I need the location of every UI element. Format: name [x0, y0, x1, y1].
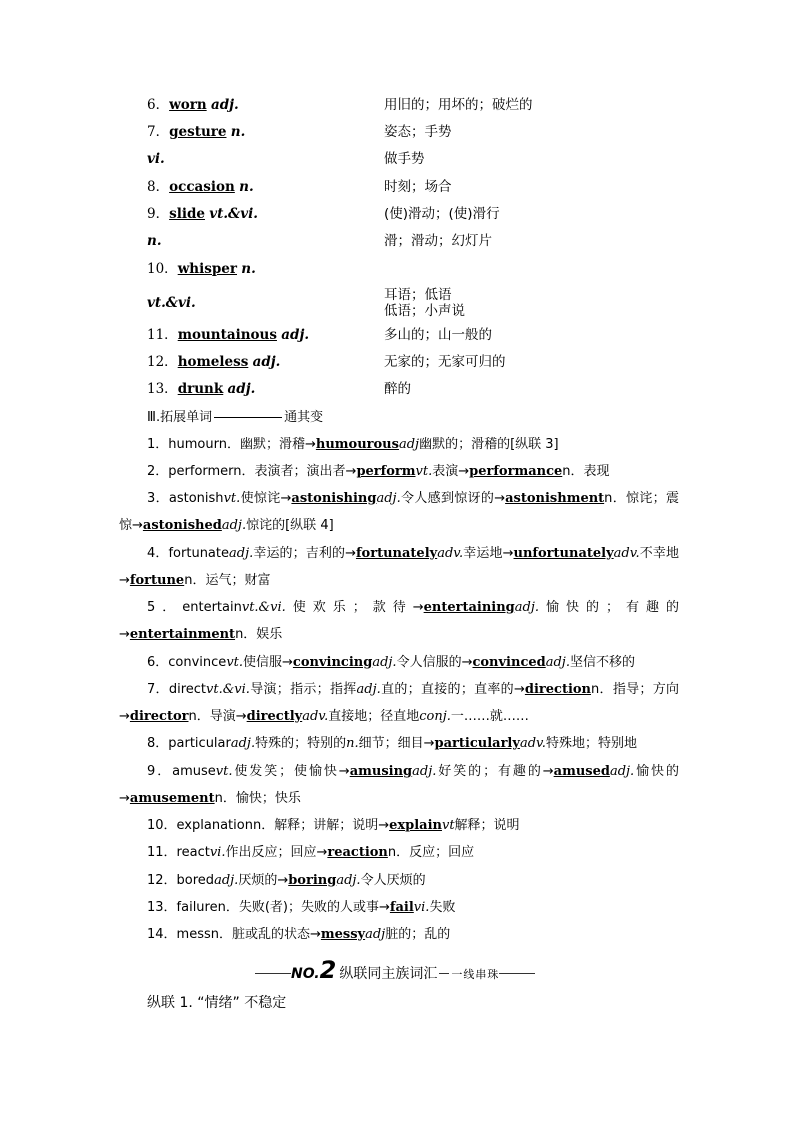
group-title: 纵联 1. “情绪” 不稳定	[147, 995, 287, 1011]
item-head: 6．convince	[147, 655, 227, 670]
item-head: 2．performer	[147, 464, 234, 479]
vocab-meaning: 时刻；场合	[384, 179, 452, 195]
vocab-word: whisper	[177, 261, 237, 277]
item-text: 作出反应；回应→	[225, 845, 328, 860]
derived-word: fortunately	[355, 546, 438, 561]
banner-number: 2	[319, 956, 337, 984]
item-number: 8．	[147, 179, 170, 195]
part-of-speech: n.	[230, 124, 246, 140]
section-tail: 通其变	[284, 410, 324, 425]
heading-rule	[214, 417, 282, 418]
item-text: n．导演→	[188, 709, 247, 725]
derived-word: directly	[246, 709, 303, 725]
vocab-meaning: 多山的；山一般的	[384, 327, 492, 343]
banner-no: NO.	[291, 966, 320, 982]
item-head: 14．mess	[147, 927, 211, 942]
vocab-row	[147, 176, 707, 198]
derived-word: fortune	[129, 573, 185, 589]
part-of-speech: n.	[147, 233, 162, 249]
section-banner	[255, 956, 570, 982]
part-of-speech: adj.	[356, 682, 381, 697]
expansion-item	[119, 758, 679, 813]
item-text: 幸运的；吉利的→	[253, 546, 356, 561]
item-number: 7．	[147, 124, 170, 140]
item-head: 11．react	[147, 845, 210, 860]
item-head: 8．particular	[147, 736, 231, 751]
vocab-word: occasion	[169, 179, 235, 195]
item-text: n．反应；回应	[387, 845, 475, 860]
derived-word: amusement	[129, 791, 215, 807]
part-of-speech: adv.	[437, 546, 464, 561]
item-text: n．失败(者)；失败的人或事→	[217, 900, 390, 915]
vocab-row	[147, 324, 707, 346]
item-head: 4．fortunate	[147, 546, 229, 561]
item-text: n．表演者；演出者→	[233, 464, 357, 479]
vocab-row	[147, 287, 707, 319]
item-text: 细节；细目→	[358, 736, 435, 751]
part-of-speech: vi.	[413, 900, 430, 915]
section-title: Ⅲ.拓展单词	[147, 410, 213, 425]
expansion-item	[119, 485, 679, 540]
item-text: 导演；指示；指挥	[249, 682, 357, 697]
part-of-speech: adj.	[210, 97, 239, 113]
derived-word: reaction	[327, 845, 388, 860]
part-of-speech: adj.	[227, 381, 256, 397]
item-text: 表演→	[432, 464, 470, 479]
derived-word: perform	[356, 464, 416, 479]
part-of-speech: adj.	[336, 873, 361, 888]
banner-rule	[255, 973, 291, 974]
derived-word: direction	[524, 682, 592, 697]
vocab-word: slide	[169, 206, 205, 222]
vocab-word: mountainous	[177, 327, 277, 343]
item-text: n．幽默；滑稽→	[218, 437, 316, 452]
item-text: n．惊诧；震惊→	[119, 491, 679, 534]
item-text: 不幸地→	[119, 546, 679, 589]
part-of-speech: vt.&vi.	[147, 295, 196, 311]
part-of-speech: adj.	[214, 873, 239, 888]
vocab-row	[147, 94, 707, 116]
vocab-meaning: 用旧的；用坏的；破烂的	[384, 97, 533, 113]
vocab-meaning: 无家的；无家可归的	[384, 354, 506, 370]
item-text: n．娱乐	[235, 627, 283, 643]
item-text: n．愉快；快乐	[214, 791, 301, 807]
vocab-word: drunk	[177, 381, 224, 397]
item-head: 13．failure	[147, 900, 218, 915]
part-of-speech: vt.	[415, 464, 433, 479]
item-text: n．解释；讲解；说明→	[252, 818, 390, 833]
part-of-speech: adj.	[229, 546, 254, 561]
item-text: 直的；直接的；直率的→	[380, 682, 525, 697]
part-of-speech: adv.	[302, 709, 329, 725]
part-of-speech: adj.	[372, 655, 397, 670]
item-text: 脏的；乱的	[385, 927, 451, 942]
item-number: 9．	[147, 206, 170, 222]
vocab-row	[147, 121, 707, 143]
part-of-speech: adj.	[412, 764, 437, 779]
expansion-item	[119, 594, 679, 649]
item-text: 厌烦的→	[238, 873, 289, 888]
part-of-speech: vt.&vi.	[206, 682, 250, 697]
vocab-row	[147, 378, 707, 400]
item-text: n．表现	[562, 464, 610, 479]
item-text: 令人感到惊讶的→	[400, 491, 506, 506]
item-number: 10．	[147, 261, 178, 277]
item-text: 特殊的；特别的	[255, 736, 347, 751]
item-number: 11．	[147, 327, 178, 343]
item-text: 愉快的；有趣的→	[119, 600, 679, 643]
part-of-speech: adj.	[252, 354, 281, 370]
vocab-meaning	[384, 287, 465, 319]
banner-rule	[499, 973, 535, 974]
vocab-row	[147, 351, 707, 373]
part-of-speech: vt.	[215, 764, 233, 779]
vocab-meaning: (使)滑动；(使)滑行	[384, 206, 500, 222]
part-of-speech: vt.	[226, 655, 244, 670]
derived-word: explain	[389, 818, 442, 833]
expansion-item	[119, 649, 679, 676]
item-text: 好笑的；有趣的→	[436, 764, 554, 779]
item-head: 9．amuse	[147, 764, 216, 779]
derived-word: unfortunately	[513, 546, 614, 561]
expansion-item	[119, 867, 679, 894]
derived-word: particularly	[434, 736, 520, 751]
item-head: 7．direct	[147, 682, 207, 697]
part-of-speech: vt.	[223, 491, 241, 506]
vocab-meaning: 醉的	[384, 381, 411, 397]
part-of-speech: vi.	[209, 845, 226, 860]
derived-word: amused	[553, 764, 610, 779]
expansion-item	[119, 839, 679, 866]
derived-word: astonishment	[505, 491, 605, 506]
vocab-row	[147, 203, 707, 225]
derived-word: boring	[288, 873, 337, 888]
item-text: 使欢乐；款待→	[285, 600, 424, 615]
derived-word: astonishing	[291, 491, 377, 506]
part-of-speech: vt.&vi.	[209, 206, 258, 222]
vocab-word: homeless	[177, 354, 249, 370]
item-head: 1．humour	[147, 437, 219, 452]
part-of-speech: adj.	[609, 764, 635, 779]
item-text: 使信服→	[243, 655, 293, 670]
item-number: 6．	[147, 97, 170, 113]
part-of-speech: n.	[346, 736, 359, 751]
banner-tail: 一线串珠	[451, 968, 500, 981]
vocab-row	[147, 258, 707, 280]
item-text: 使发笑；使愉快→	[232, 764, 350, 779]
part-of-speech: conj.	[419, 709, 451, 725]
vocab-row	[147, 148, 707, 170]
part-of-speech: vt.&vi.	[241, 600, 286, 615]
part-of-speech: vt	[441, 818, 455, 833]
part-of-speech: vi.	[147, 151, 165, 167]
item-text: 令人厌烦的	[360, 873, 426, 888]
part-of-speech: adj.	[376, 491, 401, 506]
derived-word: amusing	[349, 764, 413, 779]
vocab-word: worn	[169, 97, 207, 113]
section-heading	[147, 406, 323, 425]
part-of-speech: adj	[398, 437, 420, 452]
item-text: 幽默的；滑稽的[纵联 3]	[419, 437, 559, 452]
expansion-item	[119, 730, 679, 757]
expansion-item	[119, 676, 679, 731]
derived-word: entertainment	[129, 627, 236, 643]
expansion-item	[119, 894, 679, 921]
item-text: 令人信服的→	[396, 655, 473, 670]
vocab-meaning: 滑；滑动；幻灯片	[384, 233, 492, 249]
vocab-word: gesture	[169, 124, 227, 140]
item-number: 13．	[147, 381, 178, 397]
derived-word: director	[129, 709, 189, 725]
part-of-speech: adj.	[221, 518, 247, 534]
derived-word: fail	[389, 900, 414, 915]
item-number: 12．	[147, 354, 178, 370]
part-of-speech: adj.	[230, 736, 256, 751]
meaning-line: 低语；小声说	[384, 303, 465, 319]
item-text: 幸运地→	[463, 546, 514, 561]
banner-rule	[439, 973, 449, 974]
part-of-speech: n.	[239, 179, 254, 195]
item-text: 一……就……	[450, 709, 529, 725]
expansion-item	[119, 921, 679, 948]
banner-title: 纵联同主族词汇	[339, 966, 438, 982]
derived-word: convinced	[472, 655, 546, 670]
item-head: 10．explanation	[147, 818, 253, 833]
item-head: 12．bored	[147, 873, 215, 888]
vocab-row	[147, 230, 707, 252]
item-text: 直接地；径直地	[328, 709, 420, 725]
expansion-item	[119, 458, 679, 485]
item-text: 愉快的→	[119, 764, 679, 807]
item-text: 失败	[429, 900, 456, 915]
item-text: 解释；说明	[454, 818, 520, 833]
item-head: 5．entertain	[147, 600, 242, 615]
part-of-speech: adj	[365, 927, 386, 942]
expansion-item	[119, 540, 679, 595]
item-text: 坚信不移的	[569, 655, 635, 670]
meaning-line: 耳语；低语	[384, 287, 452, 303]
part-of-speech: adv.	[613, 546, 640, 561]
item-text: n．脏或乱的状态→	[210, 927, 321, 942]
part-of-speech: n.	[241, 261, 256, 277]
part-of-speech: adv.	[519, 736, 546, 751]
vocab-meaning: 做手势	[384, 151, 425, 167]
derived-word: messy	[320, 927, 366, 942]
item-text: n．运气；财富	[184, 573, 271, 589]
derived-word: humourous	[315, 437, 399, 452]
item-text: 特殊地；特别地	[545, 736, 637, 751]
part-of-speech: adj.	[281, 327, 310, 343]
expansion-item	[119, 431, 679, 458]
item-head: 3．astonish	[147, 491, 224, 506]
item-text: 使惊诧→	[240, 491, 292, 506]
derived-word: convincing	[292, 655, 373, 670]
expansion-item	[119, 812, 679, 839]
part-of-speech: adj.	[514, 600, 540, 615]
item-text: n．指导；方向→	[119, 682, 679, 725]
item-text: 惊诧的[纵联 4]	[246, 518, 334, 534]
derived-word: performance	[469, 464, 563, 479]
derived-word: entertaining	[423, 600, 515, 615]
derived-word: astonished	[142, 518, 222, 534]
part-of-speech: adj.	[545, 655, 570, 670]
vocab-meaning: 姿态；手势	[384, 124, 452, 140]
